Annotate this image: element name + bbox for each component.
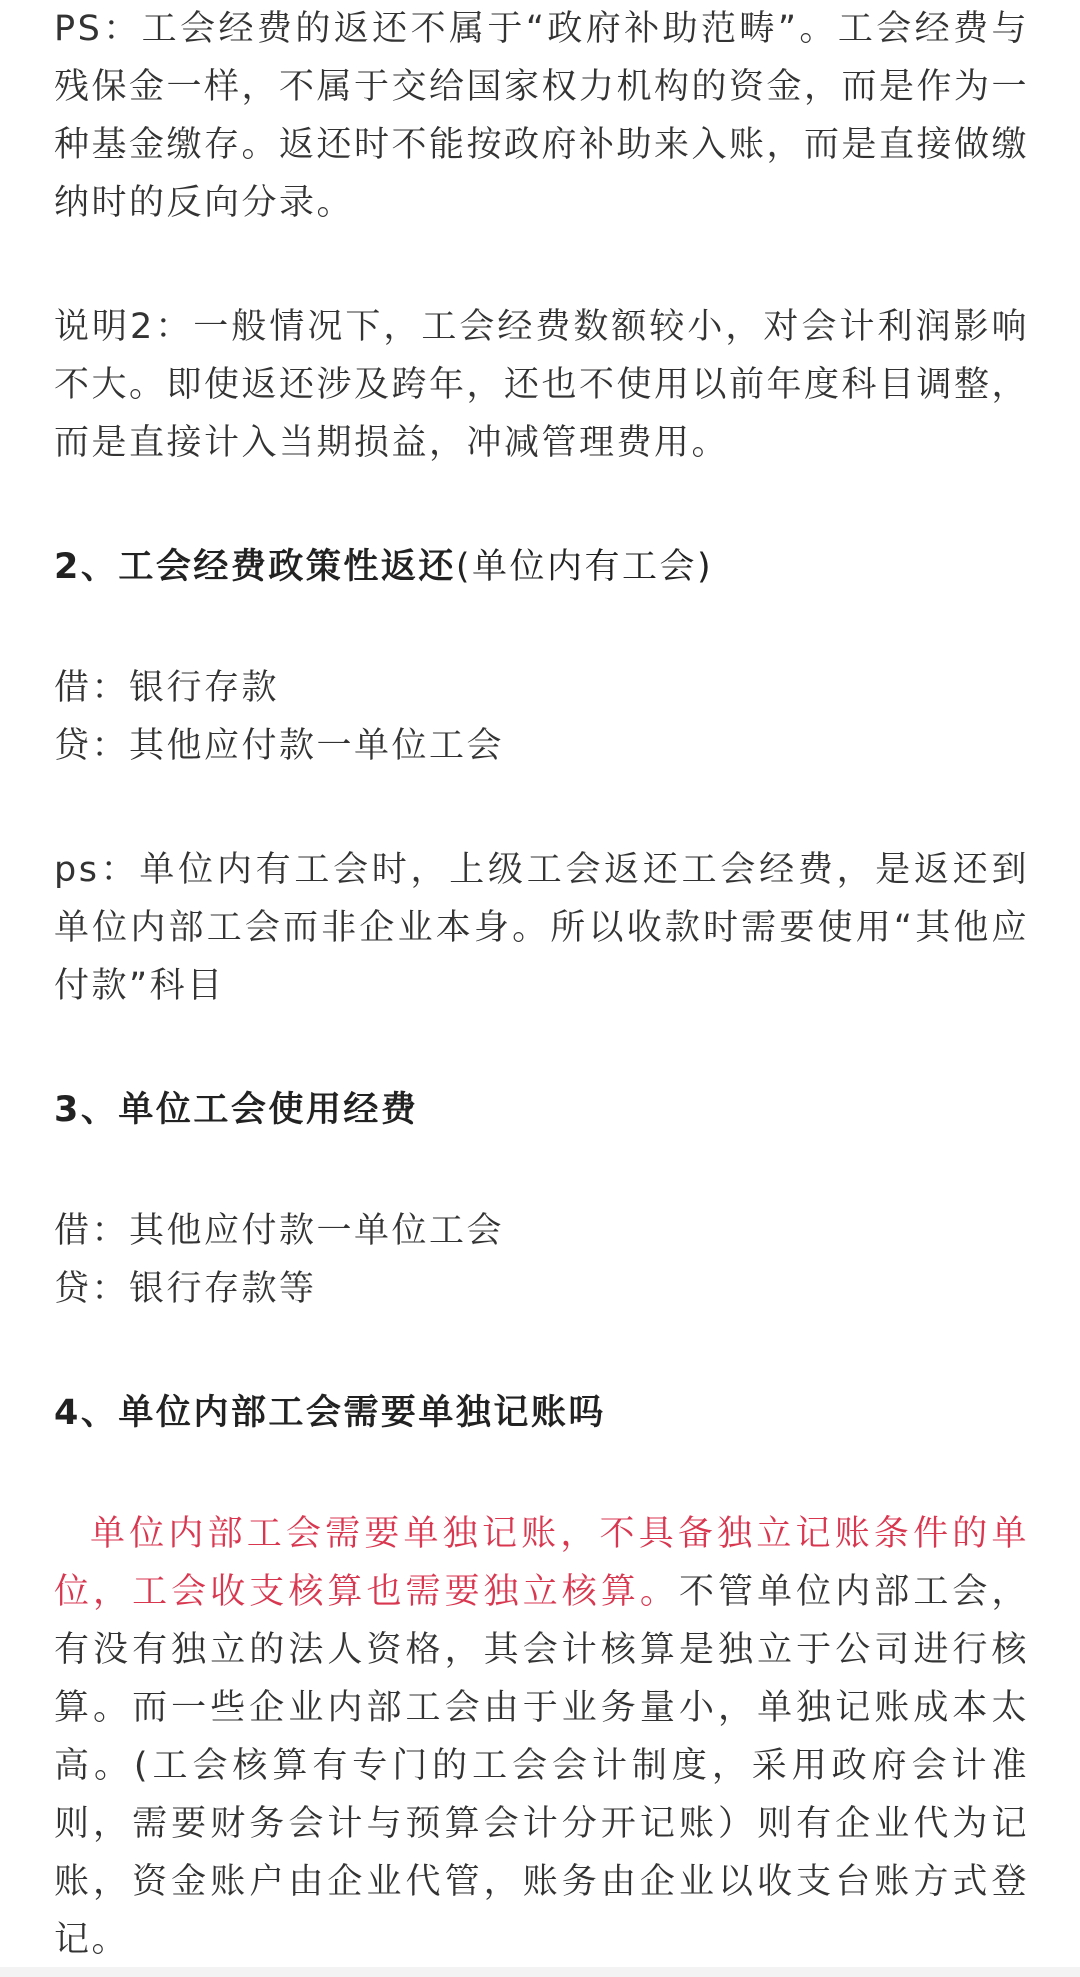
section-3-debit-entry: 借：其他应付款一单位工会 — [54, 1211, 505, 1251]
section-4-body-text: 不管单位内部工会，有没有独立的法人资格，其会计核算是独立于公司进行核算。而一些企业内部工会由于业务量小，单独记账成本太高。(工会核算有专门的工会会计制度，采用政府会计准则，需要财务会计与预算会计分开记账）则有企业代为记账，资金账户由企业代管，账务由企业以收支台账方式登记。 — [54, 1572, 1029, 1960]
section-4-heading: 4、单位内部工会需要单独记账吗 — [54, 1393, 606, 1433]
section-4-highlight-text: 单位内部工会需要单独记账，不具备独立记账条件的单位，工会收支核算也需要独立核算。 — [54, 1514, 1029, 1612]
section-2-ps-paragraph: ps：单位内有工会时，上级工会返还工会经费，是返还到单位内部工会而非企业本身。所以收款时需要使用“其他应付款”科目 — [54, 850, 1029, 1006]
spacer — [54, 596, 1029, 659]
spacer — [54, 1015, 1029, 1081]
section-2-debit-entry: 借：银行存款 — [54, 668, 280, 708]
spacer — [54, 775, 1029, 841]
section-2-credit-entry: 贷：其他应付款一单位工会 — [54, 726, 505, 766]
ps-paragraph-refund-scope: PS：工会经费的返还不属于“政府补助范畴”。工会经费与残保金一样，不属于交给国家权力机构的资金，而是作为一种基金缴存。返还时不能按政府补助来入账，而是直接做缴纳时的反向分录。 — [54, 9, 1030, 223]
section-3-heading: 3、单位工会使用经费 — [54, 1090, 419, 1130]
note-2-paragraph: 说明2：一般情况下，工会经费数额较小，对会计利润影响不大。即使返还涉及跨年，还也不使用以前年度科目调整，而是直接计入当期损益，冲减管理费用。 — [54, 307, 1030, 463]
section-2-heading — [54, 538, 1029, 596]
section-3-credit-entry: 贷：银行存款等 — [54, 1269, 317, 1309]
section-2-heading-bold: 2、工会经费政策性返还 — [54, 547, 456, 587]
spacer — [54, 1139, 1029, 1202]
spacer — [54, 232, 1029, 298]
section-2-heading-note: (单位内有工会) — [455, 547, 714, 587]
spacer — [54, 1318, 1029, 1384]
spacer — [54, 1442, 1029, 1505]
spacer — [54, 472, 1029, 538]
article-body — [54, 0, 1029, 1969]
bottom-divider — [0, 1967, 1080, 1977]
section-4-paragraph — [54, 1505, 1029, 1969]
